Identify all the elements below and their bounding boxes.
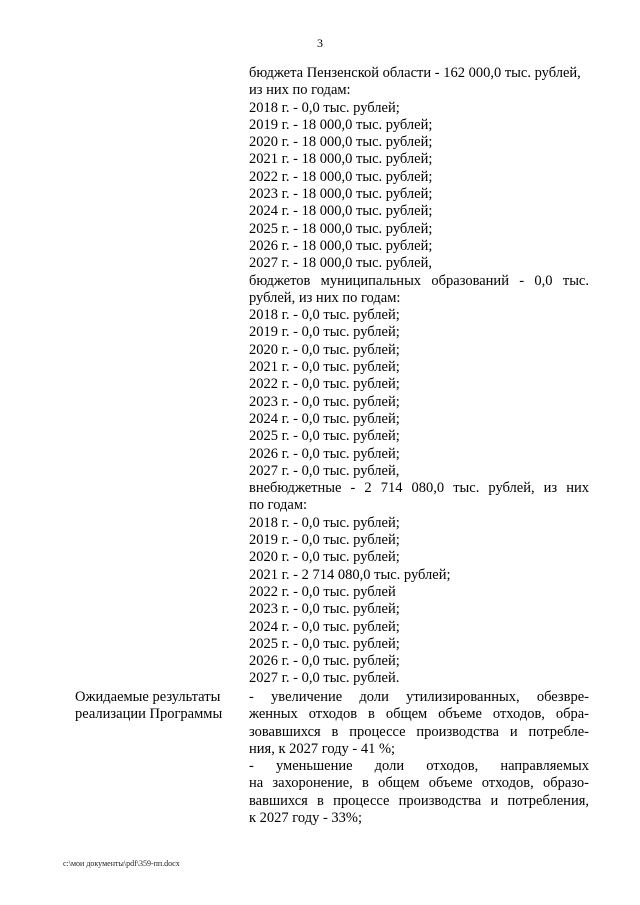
funding-line: внебюджетные - 2 714 080,0 тыс. рублей, из них bbox=[249, 480, 589, 497]
results-item-line: ния, к 2027 году - 41 %; bbox=[249, 740, 396, 757]
funding-line: по годам: bbox=[249, 497, 308, 514]
results-label-line: реализации Программы bbox=[75, 706, 223, 723]
funding-line: 2024 г. - 0,0 тыс. рублей; bbox=[249, 618, 400, 635]
funding-line: 2027 г. - 0,0 тыс. рублей, bbox=[249, 462, 400, 479]
results-section bbox=[249, 689, 589, 827]
funding-line: 2019 г. - 18 000,0 тыс. рублей; bbox=[249, 116, 433, 133]
page-number: 3 bbox=[317, 36, 323, 50]
funding-line: 2026 г. - 18 000,0 тыс. рублей; bbox=[249, 237, 433, 254]
results-item-line: на захоронение, в общем объеме отходов, образо- bbox=[249, 775, 589, 792]
funding-line: рублей, из них по годам: bbox=[249, 289, 401, 306]
results-item-line: зовавшихся в процессе производства и потребле- bbox=[249, 723, 589, 740]
funding-line: 2020 г. - 18 000,0 тыс. рублей; bbox=[249, 134, 433, 151]
funding-line: 2021 г. - 18 000,0 тыс. рублей; bbox=[249, 151, 433, 168]
funding-line: 2019 г. - 0,0 тыс. рублей; bbox=[249, 324, 400, 341]
funding-line: 2023 г. - 0,0 тыс. рублей; bbox=[249, 601, 400, 618]
funding-line: 2025 г. - 0,0 тыс. рублей; bbox=[249, 428, 400, 445]
funding-line: 2020 г. - 0,0 тыс. рублей; bbox=[249, 341, 400, 358]
results-item-line: вавшихся в процессе производства и потребления, bbox=[249, 792, 589, 809]
funding-line: 2022 г. - 18 000,0 тыс. рублей; bbox=[249, 168, 433, 185]
funding-line: 2023 г. - 0,0 тыс. рублей; bbox=[249, 393, 400, 410]
funding-line: 2022 г. - 0,0 тыс. рублей; bbox=[249, 376, 400, 393]
funding-line: 2018 г. - 0,0 тыс. рублей; bbox=[249, 99, 400, 116]
funding-line: 2022 г. - 0,0 тыс. рублей bbox=[249, 583, 396, 600]
funding-line: 2023 г. - 18 000,0 тыс. рублей; bbox=[249, 186, 433, 203]
funding-line: 2025 г. - 18 000,0 тыс. рублей; bbox=[249, 220, 433, 237]
funding-line: 2020 г. - 0,0 тыс. рублей; bbox=[249, 549, 400, 566]
funding-line: 2018 г. - 0,0 тыс. рублей; bbox=[249, 514, 400, 531]
results-item-line: - уменьшение доли отходов, направляемых bbox=[249, 758, 589, 775]
funding-line: 2027 г. - 18 000,0 тыс. рублей, bbox=[249, 255, 432, 272]
funding-line: бюджетов муниципальных образований - 0,0 тыс. bbox=[249, 272, 589, 289]
funding-section bbox=[249, 65, 589, 688]
funding-line: 2024 г. - 0,0 тыс. рублей; bbox=[249, 410, 400, 427]
funding-line: 2024 г. - 18 000,0 тыс. рублей; bbox=[249, 203, 433, 220]
footer-file-path: c:\мои документы\pdf\359-пп.docx bbox=[63, 859, 180, 868]
funding-line: 2026 г. - 0,0 тыс. рублей; bbox=[249, 653, 400, 670]
results-item-line: - увеличение доли утилизированных, обезвре- bbox=[249, 689, 589, 705]
results-label-line: Ожидаемые результаты bbox=[75, 689, 221, 705]
funding-line: бюджета Пензенской области - 162 000,0 тыс. рублей, bbox=[249, 65, 581, 81]
funding-line: 2027 г. - 0,0 тыс. рублей. bbox=[249, 670, 400, 687]
funding-line: 2018 г. - 0,0 тыс. рублей; bbox=[249, 307, 400, 324]
funding-line: 2021 г. - 0,0 тыс. рублей; bbox=[249, 359, 400, 376]
funding-line: 2026 г. - 0,0 тыс. рублей; bbox=[249, 445, 400, 462]
funding-line: 2021 г. - 2 714 080,0 тыс. рублей; bbox=[249, 566, 451, 583]
results-item-line: женных отходов в общем объеме отходов, обра- bbox=[249, 706, 589, 723]
results-label bbox=[75, 689, 245, 724]
results-item-line: к 2027 году - 33%; bbox=[249, 810, 363, 827]
funding-line: 2025 г. - 0,0 тыс. рублей; bbox=[249, 635, 400, 652]
funding-line: 2019 г. - 0,0 тыс. рублей; bbox=[249, 532, 400, 549]
funding-line: из них по годам: bbox=[249, 82, 351, 99]
